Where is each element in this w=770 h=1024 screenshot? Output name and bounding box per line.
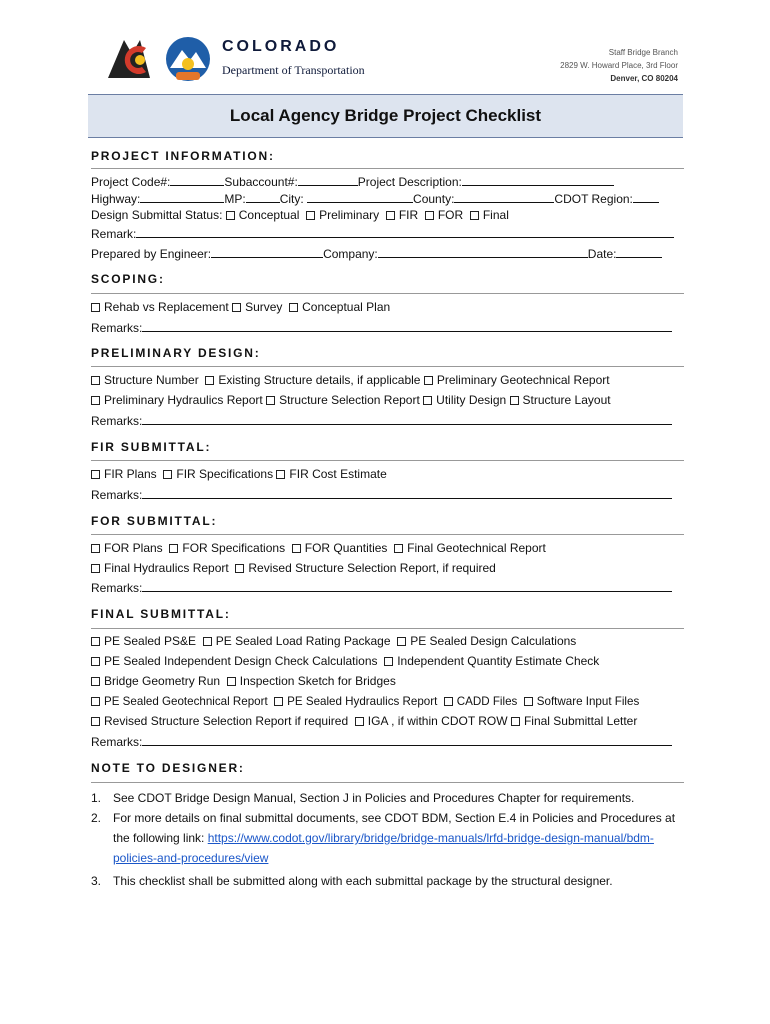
checkbox[interactable] bbox=[524, 697, 533, 706]
checkbox[interactable] bbox=[91, 657, 100, 666]
county-field[interactable] bbox=[454, 191, 554, 203]
checkbox[interactable] bbox=[91, 717, 100, 726]
checklist-item: Structure Layout bbox=[522, 393, 611, 407]
checklist-item: FOR Specifications bbox=[182, 541, 286, 555]
preliminary-row-1 bbox=[91, 373, 610, 388]
checklist-item: Independent Quantity Estimate Check bbox=[397, 654, 600, 668]
final-remarks bbox=[91, 734, 672, 750]
checklist-item: Final Geotechnical Report bbox=[407, 541, 546, 555]
note-text: This checklist shall be submitted along with each submittal package by the structural designer. bbox=[113, 874, 613, 888]
address-line-2: 2829 W. Howard Place, 3rd Floor bbox=[560, 61, 678, 70]
company-field[interactable] bbox=[378, 246, 588, 258]
checklist-item: CADD Files bbox=[456, 695, 518, 708]
section-heading-fir: FIR SUBMITTAL: bbox=[91, 440, 212, 454]
section-heading-scoping: SCOPING: bbox=[91, 272, 165, 286]
checkbox[interactable] bbox=[235, 564, 244, 573]
divider bbox=[91, 460, 684, 461]
date-label: Date: bbox=[587, 247, 617, 261]
checklist-item: PE Sealed PS&E bbox=[104, 634, 197, 648]
remarks-label: Remarks: bbox=[91, 488, 143, 502]
bdm-policies-link[interactable]: https://www.codot.gov/library/bridge/bridge-manuals/lrfd-bridge-design-manual/bdm-policies-and-procedures/view bbox=[113, 831, 654, 865]
checklist-item: PE Sealed Independent Design Check Calculations bbox=[104, 654, 378, 668]
address-line-3: Denver, CO 80204 bbox=[610, 74, 678, 83]
checkbox[interactable] bbox=[289, 303, 298, 312]
note-text: See CDOT Bridge Design Manual, Section J in Policies and Procedures Chapter for requirements. bbox=[113, 791, 635, 805]
checkbox[interactable] bbox=[227, 677, 236, 686]
checklist-item: Utility Design bbox=[436, 393, 507, 407]
checklist-item: Final Submittal Letter bbox=[523, 714, 638, 728]
checkbox[interactable] bbox=[232, 303, 241, 312]
remark-field[interactable] bbox=[136, 226, 674, 238]
status-option: Conceptual bbox=[238, 208, 300, 222]
checkbox[interactable] bbox=[470, 211, 479, 220]
checkbox[interactable] bbox=[91, 677, 100, 686]
remarks-label: Remarks: bbox=[91, 414, 143, 428]
fir-items bbox=[91, 467, 387, 482]
highway-label: Highway: bbox=[91, 192, 141, 206]
checklist-item: Final Hydraulics Report bbox=[104, 561, 229, 575]
checkbox[interactable] bbox=[444, 697, 453, 706]
project-row-2 bbox=[91, 191, 659, 207]
checklist-item: FOR Quantities bbox=[304, 541, 388, 555]
subaccount-label: Subaccount#: bbox=[224, 175, 298, 189]
checklist-item: PE Sealed Hydraulics Report bbox=[287, 695, 438, 708]
for-row-2 bbox=[91, 561, 496, 576]
preliminary-row-2 bbox=[91, 393, 611, 408]
section-heading-project: PROJECT INFORMATION: bbox=[91, 149, 275, 163]
checkbox[interactable] bbox=[511, 717, 520, 726]
design-status-row bbox=[91, 208, 509, 223]
checkbox[interactable] bbox=[423, 396, 432, 405]
remark-label: Remark: bbox=[91, 227, 137, 241]
remarks-label: Remarks: bbox=[91, 321, 143, 335]
note-2 bbox=[91, 808, 691, 870]
remarks-label: Remarks: bbox=[91, 581, 143, 595]
section-heading-preliminary: PRELIMINARY DESIGN: bbox=[91, 346, 261, 360]
brand-wordmark: COLORADO bbox=[222, 38, 340, 55]
checkbox[interactable] bbox=[163, 470, 172, 479]
note-number: 1. bbox=[91, 791, 102, 805]
checklist-item: Software Input Files bbox=[536, 695, 640, 708]
checklist-item: IGA , if within CDOT ROW bbox=[367, 714, 508, 728]
company-label: Company: bbox=[323, 247, 378, 261]
city-label: City: bbox=[279, 192, 308, 206]
checklist-item: Structure Number bbox=[104, 373, 199, 387]
remark-row bbox=[91, 226, 674, 242]
prepared-by-label: Prepared by Engineer: bbox=[91, 247, 212, 261]
divider bbox=[91, 782, 684, 783]
colorado-mountain-logo-icon bbox=[106, 34, 218, 84]
checkbox[interactable] bbox=[91, 303, 100, 312]
checklist-item: Conceptual Plan bbox=[302, 300, 391, 314]
scoping-items bbox=[91, 300, 390, 315]
remarks-field[interactable] bbox=[142, 734, 672, 746]
checkbox[interactable] bbox=[91, 564, 100, 573]
city-field[interactable] bbox=[307, 191, 413, 203]
checkbox[interactable] bbox=[394, 544, 403, 553]
checkbox[interactable] bbox=[276, 470, 285, 479]
checklist-item: PE Sealed Geotechnical Report bbox=[104, 695, 268, 708]
checkbox[interactable] bbox=[355, 717, 364, 726]
checkbox[interactable] bbox=[205, 376, 214, 385]
checkbox[interactable] bbox=[91, 697, 100, 706]
final-row-2 bbox=[91, 654, 599, 669]
cdot-logo bbox=[106, 34, 406, 84]
checklist-item: Bridge Geometry Run bbox=[104, 674, 221, 688]
checklist-item: Preliminary Hydraulics Report bbox=[104, 393, 263, 407]
project-code-label: Project Code#: bbox=[91, 175, 171, 189]
remarks-field[interactable] bbox=[142, 487, 672, 499]
section-heading-final: FINAL SUBMITTAL: bbox=[91, 607, 231, 621]
note-number: 3. bbox=[91, 874, 102, 888]
fir-remarks bbox=[91, 487, 672, 503]
checkbox[interactable] bbox=[306, 211, 315, 220]
checklist-item: Inspection Sketch for Bridges bbox=[239, 674, 396, 688]
checkbox[interactable] bbox=[91, 470, 100, 479]
mp-label: MP: bbox=[224, 192, 246, 206]
checkbox[interactable] bbox=[397, 637, 406, 646]
final-row-3 bbox=[91, 674, 396, 689]
preliminary-remarks bbox=[91, 413, 672, 429]
checkbox[interactable] bbox=[91, 544, 100, 553]
divider bbox=[91, 366, 684, 367]
note-text bbox=[113, 808, 688, 868]
title-banner bbox=[88, 94, 683, 138]
divider bbox=[91, 293, 684, 294]
checklist-item: Structure Selection Report bbox=[279, 393, 420, 407]
scoping-remarks bbox=[91, 320, 672, 336]
note-2-text: For more details on final submittal documents, see CDOT BDM, Section E.4 in Policies and Procedures at the following link: bbox=[113, 811, 676, 845]
checklist-item: Preliminary Geotechnical Report bbox=[436, 373, 610, 387]
county-label: County: bbox=[413, 192, 455, 206]
checklist-item: Existing Structure details, if applicable bbox=[218, 373, 421, 387]
status-option: FIR bbox=[398, 208, 419, 222]
subaccount-field[interactable] bbox=[298, 174, 358, 186]
remarks-label: Remarks: bbox=[91, 735, 143, 749]
checklist-item: Revised Structure Selection Report, if required bbox=[248, 561, 496, 575]
highway-field[interactable] bbox=[140, 191, 224, 203]
project-description-label: Project Description: bbox=[357, 175, 462, 189]
checkbox[interactable] bbox=[510, 396, 519, 405]
divider bbox=[91, 168, 684, 169]
for-row-1 bbox=[91, 541, 546, 556]
divider bbox=[91, 628, 684, 629]
checkbox[interactable] bbox=[274, 697, 283, 706]
checkbox[interactable] bbox=[292, 544, 301, 553]
checkbox[interactable] bbox=[91, 396, 100, 405]
note-1 bbox=[91, 788, 691, 808]
branch-address bbox=[560, 46, 678, 85]
checkbox[interactable] bbox=[169, 544, 178, 553]
checkbox[interactable] bbox=[91, 376, 100, 385]
checkbox[interactable] bbox=[91, 637, 100, 646]
checklist-item: FIR Plans bbox=[104, 467, 157, 481]
cdot-region-field[interactable] bbox=[633, 191, 659, 203]
checkbox[interactable] bbox=[424, 376, 433, 385]
prepared-by-field[interactable] bbox=[211, 246, 323, 258]
mp-field[interactable] bbox=[246, 191, 280, 203]
note-number: 2. bbox=[91, 811, 102, 825]
remarks-field[interactable] bbox=[142, 580, 672, 592]
department-name: Department of Transportation bbox=[222, 63, 365, 77]
checklist-item: FIR Cost Estimate bbox=[289, 467, 387, 481]
checkbox[interactable] bbox=[226, 211, 235, 220]
checklist-item: FOR Plans bbox=[104, 541, 163, 555]
project-code-field[interactable] bbox=[170, 174, 224, 186]
design-status-label: Design Submittal Status: bbox=[91, 208, 226, 222]
section-heading-for: FOR SUBMITTAL: bbox=[91, 514, 218, 528]
checklist-item: PE Sealed Load Rating Package bbox=[215, 634, 391, 648]
checkbox[interactable] bbox=[425, 211, 434, 220]
checkbox[interactable] bbox=[384, 657, 393, 666]
status-option: Final bbox=[482, 208, 509, 222]
note-3 bbox=[91, 871, 691, 891]
checklist-item: Revised Structure Selection Report if required bbox=[104, 714, 349, 728]
divider bbox=[91, 534, 684, 535]
checkbox[interactable] bbox=[203, 637, 212, 646]
for-remarks bbox=[91, 580, 672, 596]
status-option: Preliminary bbox=[319, 208, 380, 222]
project-description-field[interactable] bbox=[462, 174, 614, 186]
cdot-region-label: CDOT Region: bbox=[554, 192, 633, 206]
final-row-1 bbox=[91, 634, 576, 649]
checkbox[interactable] bbox=[386, 211, 395, 220]
remarks-field[interactable] bbox=[142, 320, 672, 332]
section-heading-notes: NOTE TO DESIGNER: bbox=[91, 761, 245, 775]
date-field[interactable] bbox=[616, 246, 662, 258]
checklist-item: Rehab vs Replacement bbox=[104, 300, 229, 314]
checklist-item: PE Sealed Design Calculations bbox=[410, 634, 577, 648]
project-row-1 bbox=[91, 174, 614, 190]
checklist-item: FIR Specifications bbox=[176, 467, 274, 481]
remarks-field[interactable] bbox=[142, 413, 672, 425]
prepared-by-row bbox=[91, 246, 662, 262]
address-line-1: Staff Bridge Branch bbox=[608, 48, 678, 57]
final-row-4 bbox=[91, 694, 639, 709]
checklist-item: Survey bbox=[245, 300, 283, 314]
page-title: Local Agency Bridge Project Checklist bbox=[229, 106, 542, 125]
checkbox[interactable] bbox=[266, 396, 275, 405]
final-row-5 bbox=[91, 714, 637, 729]
status-option: FOR bbox=[437, 208, 464, 222]
